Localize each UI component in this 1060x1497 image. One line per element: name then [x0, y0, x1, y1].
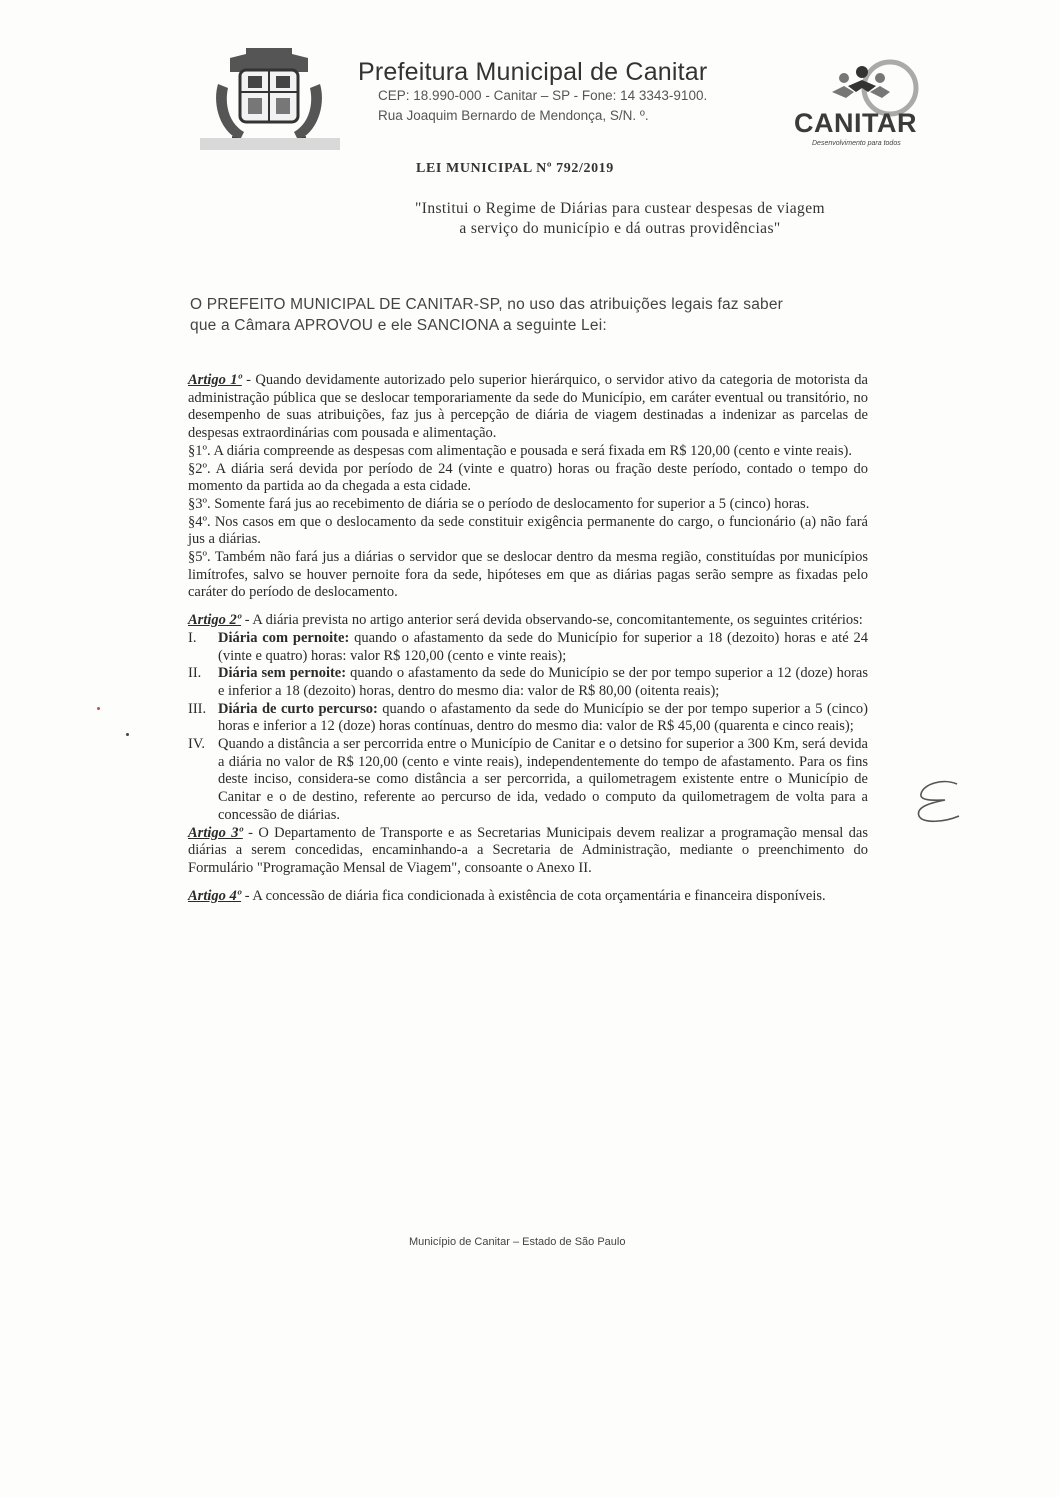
article-1-paragraph-1: §1º. A diária compreende as despesas com alimentação e pousada e será fixada em R$ 120,00 (cento e vinte reais).	[188, 442, 852, 459]
law-ementa-line-2: a serviço do município e dá outras providências"	[459, 220, 781, 237]
article-2-text: - A diária prevista no artigo anterior será devida observando-se, concomitantemente, os seguintes critérios:	[241, 612, 863, 629]
article-2-item	[188, 665, 868, 700]
law-ementa-line-1: "Institui o Regime de Diárias para custear despesas de viagem	[415, 200, 825, 217]
article-1-label: Artigo 1º	[188, 372, 242, 388]
article-2-item	[188, 630, 868, 665]
intro-line-2: que a Câmara APROVOU e ele SANCIONA a seguinte Lei:	[190, 317, 607, 334]
coat-of-arms-ribbon	[200, 138, 340, 150]
article-1-paragraph-5: §5º. Também não fará jus a diárias o servidor que se deslocar dentro da mesma região, constituídas por municípios limítrofes, salvo se houver pernoite fora da sede, hipóteses em que as diárias pagas serão sempre as fixadas pelo caráter do período de deslocamento.	[188, 549, 868, 601]
article-3-label: Artigo 3º	[188, 824, 243, 841]
logo-tagline: Desenvolvimento para todos	[812, 140, 901, 147]
scan-speck	[126, 733, 129, 736]
article-2-item-number: II.	[188, 665, 202, 682]
article-3-text: - O Departamento de Transporte e as Secretarias Municipais devem realizar a programação mensal das diárias a serem concedidas, encaminhando-a a Secretaria de Administração, mediante o preenchimento do Formulário "Programação Mensal de Viagem", consoante o Anexo II.	[188, 824, 868, 876]
article-2-item-text: quando o afastamento da sede do Município se der por tempo superior a 5 (cinco) horas e inferior a 12 (doze) horas contínuas, dentro do mesmo dia: valor de R$ 45,00 (quarenta e cinco reais);	[218, 700, 868, 735]
article-2-label: Artigo 2º	[188, 612, 242, 629]
article-2-item-label: Diária sem pernoite:	[218, 665, 347, 682]
article-2-item-text: Quando a distância a ser percorrida entre o Município de Canitar e o detsino for superior a 300 Km, será devida a diária no valor de R$ 120,00 (cento e vinte reais), independentemente do tempo de afastamento. Para os fins deste inciso, considera-se como distância a ser percorrida, a quilometragem existente entre o Município de Canitar e o de destino, referente ao percurso de ida, vedado o computo da quilometragem de volta para a concessão de diárias.	[218, 736, 868, 823]
article-3	[188, 825, 868, 878]
article-2-item-text: quando o afastamento da sede do Município for superior a 18 (dezoito) horas e até 24 (vinte e quatro) horas: valor R$ 120,00 (cento e vinte reais);	[218, 629, 868, 664]
page-footer: Município de Canitar – Estado de São Paulo	[409, 1236, 626, 1248]
header-title: Prefeitura Municipal de Canitar	[358, 58, 708, 86]
article-2-item	[188, 736, 868, 825]
article-2-item-label: Diária de curto percurso:	[218, 700, 378, 717]
article-2-item-number: IV.	[188, 736, 206, 753]
header-contact-line: CEP: 18.990-000 - Canitar – SP - Fone: 14 3343-9100.	[378, 88, 708, 103]
logo-wordmark: CANITAR	[794, 108, 917, 138]
article-1-text: - Quando devidamente autorizado pelo superior hierárquico, o servidor ativo da categoria de motorista da administração pública que se deslocar temporariamente da sede do Município, em caráter eventual ou transitório, no desempenho de suas atribuições, faz jus à percepção de diária de viagem destinadas a indenizar as parcelas de despesas extraordinárias com pousada e alimentação.	[188, 372, 868, 442]
article-2-item-text: quando o afastamento da sede do Município se der por tempo superior a 12 (doze) horas e inferior a 18 (dezoito) horas, dentro do mesmo dia: valor de R$ 80,00 (oitenta reais);	[218, 665, 868, 699]
intro-line-1: O PREFEITO MUNICIPAL DE CANITAR-SP, no uso das atribuições legais faz saber	[190, 296, 784, 313]
law-title: LEI MUNICIPAL Nº 792/2019	[416, 161, 614, 176]
article-1-paragraph-4: §4º. Nos casos em que o deslocamento da sede constituir exigência permanente do cargo, o funcionário (a) não fará jus a diárias.	[188, 513, 868, 548]
article-4	[188, 888, 868, 906]
article-4-text: - A concessão de diária fica condicionada à existência de cota orçamentária e financeira disponíveis.	[241, 887, 826, 904]
header-address-line: Rua Joaquim Bernardo de Mendonça, S/N. º.	[378, 108, 649, 123]
article-4-label: Artigo 4º	[188, 887, 242, 904]
article-1-paragraph-3: §3º. Somente fará jus ao recebimento de diária se o período de deslocamento for superior a 5 (cinco) horas.	[188, 495, 810, 512]
coat-of-arms-icon	[210, 44, 328, 148]
article-2-item-number: III.	[188, 700, 207, 717]
article-1-paragraph-2: §2º. A diária será devida por período de 24 (vinte e quatro) horas ou fração deste período, contado o tempo do momento da partida ao da chegada a esta cidade.	[188, 460, 868, 495]
article-2	[188, 612, 868, 630]
handwritten-mark-icon	[905, 776, 965, 826]
article-2-item	[188, 701, 868, 736]
article-2-item-label: Diária com pernoite:	[218, 629, 350, 646]
article-1	[188, 372, 868, 443]
law-body	[188, 372, 868, 905]
scan-speck	[97, 707, 100, 710]
article-2-item-number: I.	[188, 629, 197, 646]
